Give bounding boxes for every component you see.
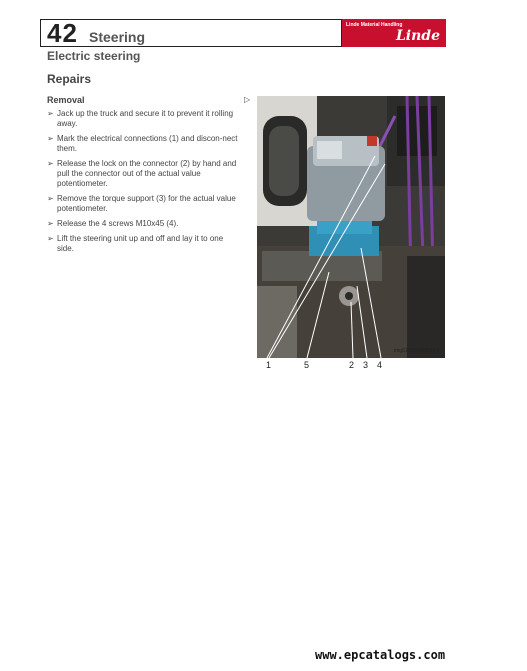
brand-banner (342, 19, 446, 47)
step-text: Mark the electrical connections (1) and discon-nect them. (57, 134, 238, 153)
step-text: Release the 4 screws M10x45 (4). (57, 219, 179, 228)
brand-tagline: Linde Material Handling (346, 22, 403, 28)
chapter-title: Steering (89, 29, 146, 45)
bullet-arrow-icon: ➢ (47, 219, 54, 228)
step-text: Jack up the truck and secure it to prevent it rolling away. (57, 109, 234, 128)
callout-1: 1 (266, 360, 272, 370)
step-item (47, 234, 240, 254)
bullet-arrow-icon: ➢ (47, 109, 54, 118)
removal-steps (47, 109, 240, 259)
bullet-arrow-icon: ➢ (47, 194, 54, 203)
step-item (47, 134, 240, 154)
callout-5: 5 (304, 360, 310, 370)
callout-2: 2 (349, 360, 355, 370)
bullet-arrow-icon: ➢ (47, 159, 54, 168)
step-text: Release the lock on the connector (2) by hand and pull the connector out of the actual value potentiometer. (57, 159, 237, 188)
bullet-arrow-icon: ➢ (47, 134, 54, 143)
step-text: Lift the steering unit up and off and lay it to one side. (57, 234, 224, 253)
linde-logo: Linde (395, 28, 440, 44)
step-item (47, 109, 240, 129)
subsection-title: Repairs (47, 72, 92, 86)
callout-3: 3 (363, 360, 369, 370)
callout-numbers (257, 360, 445, 372)
removal-heading: Removal (47, 95, 85, 105)
figure-pointer-icon: ▷ (244, 95, 251, 104)
step-item (47, 194, 240, 214)
steering-unit-photo (257, 96, 445, 358)
steering-unit-illustration (257, 96, 445, 358)
callout-4: 4 (377, 360, 383, 370)
chapter-box (40, 19, 342, 47)
chapter-number: 42 (47, 18, 78, 48)
figure-id: img61200440001m2 (394, 348, 440, 354)
step-item (47, 159, 240, 189)
page-header (40, 19, 446, 47)
step-item (47, 219, 240, 229)
section-title: Electric steering (47, 49, 141, 63)
step-text: Remove the torque support (3) for the actual value potentiometer. (57, 194, 236, 213)
bullet-arrow-icon: ➢ (47, 234, 54, 243)
footer-watermark-url: www.epcatalogs.com (315, 648, 446, 662)
